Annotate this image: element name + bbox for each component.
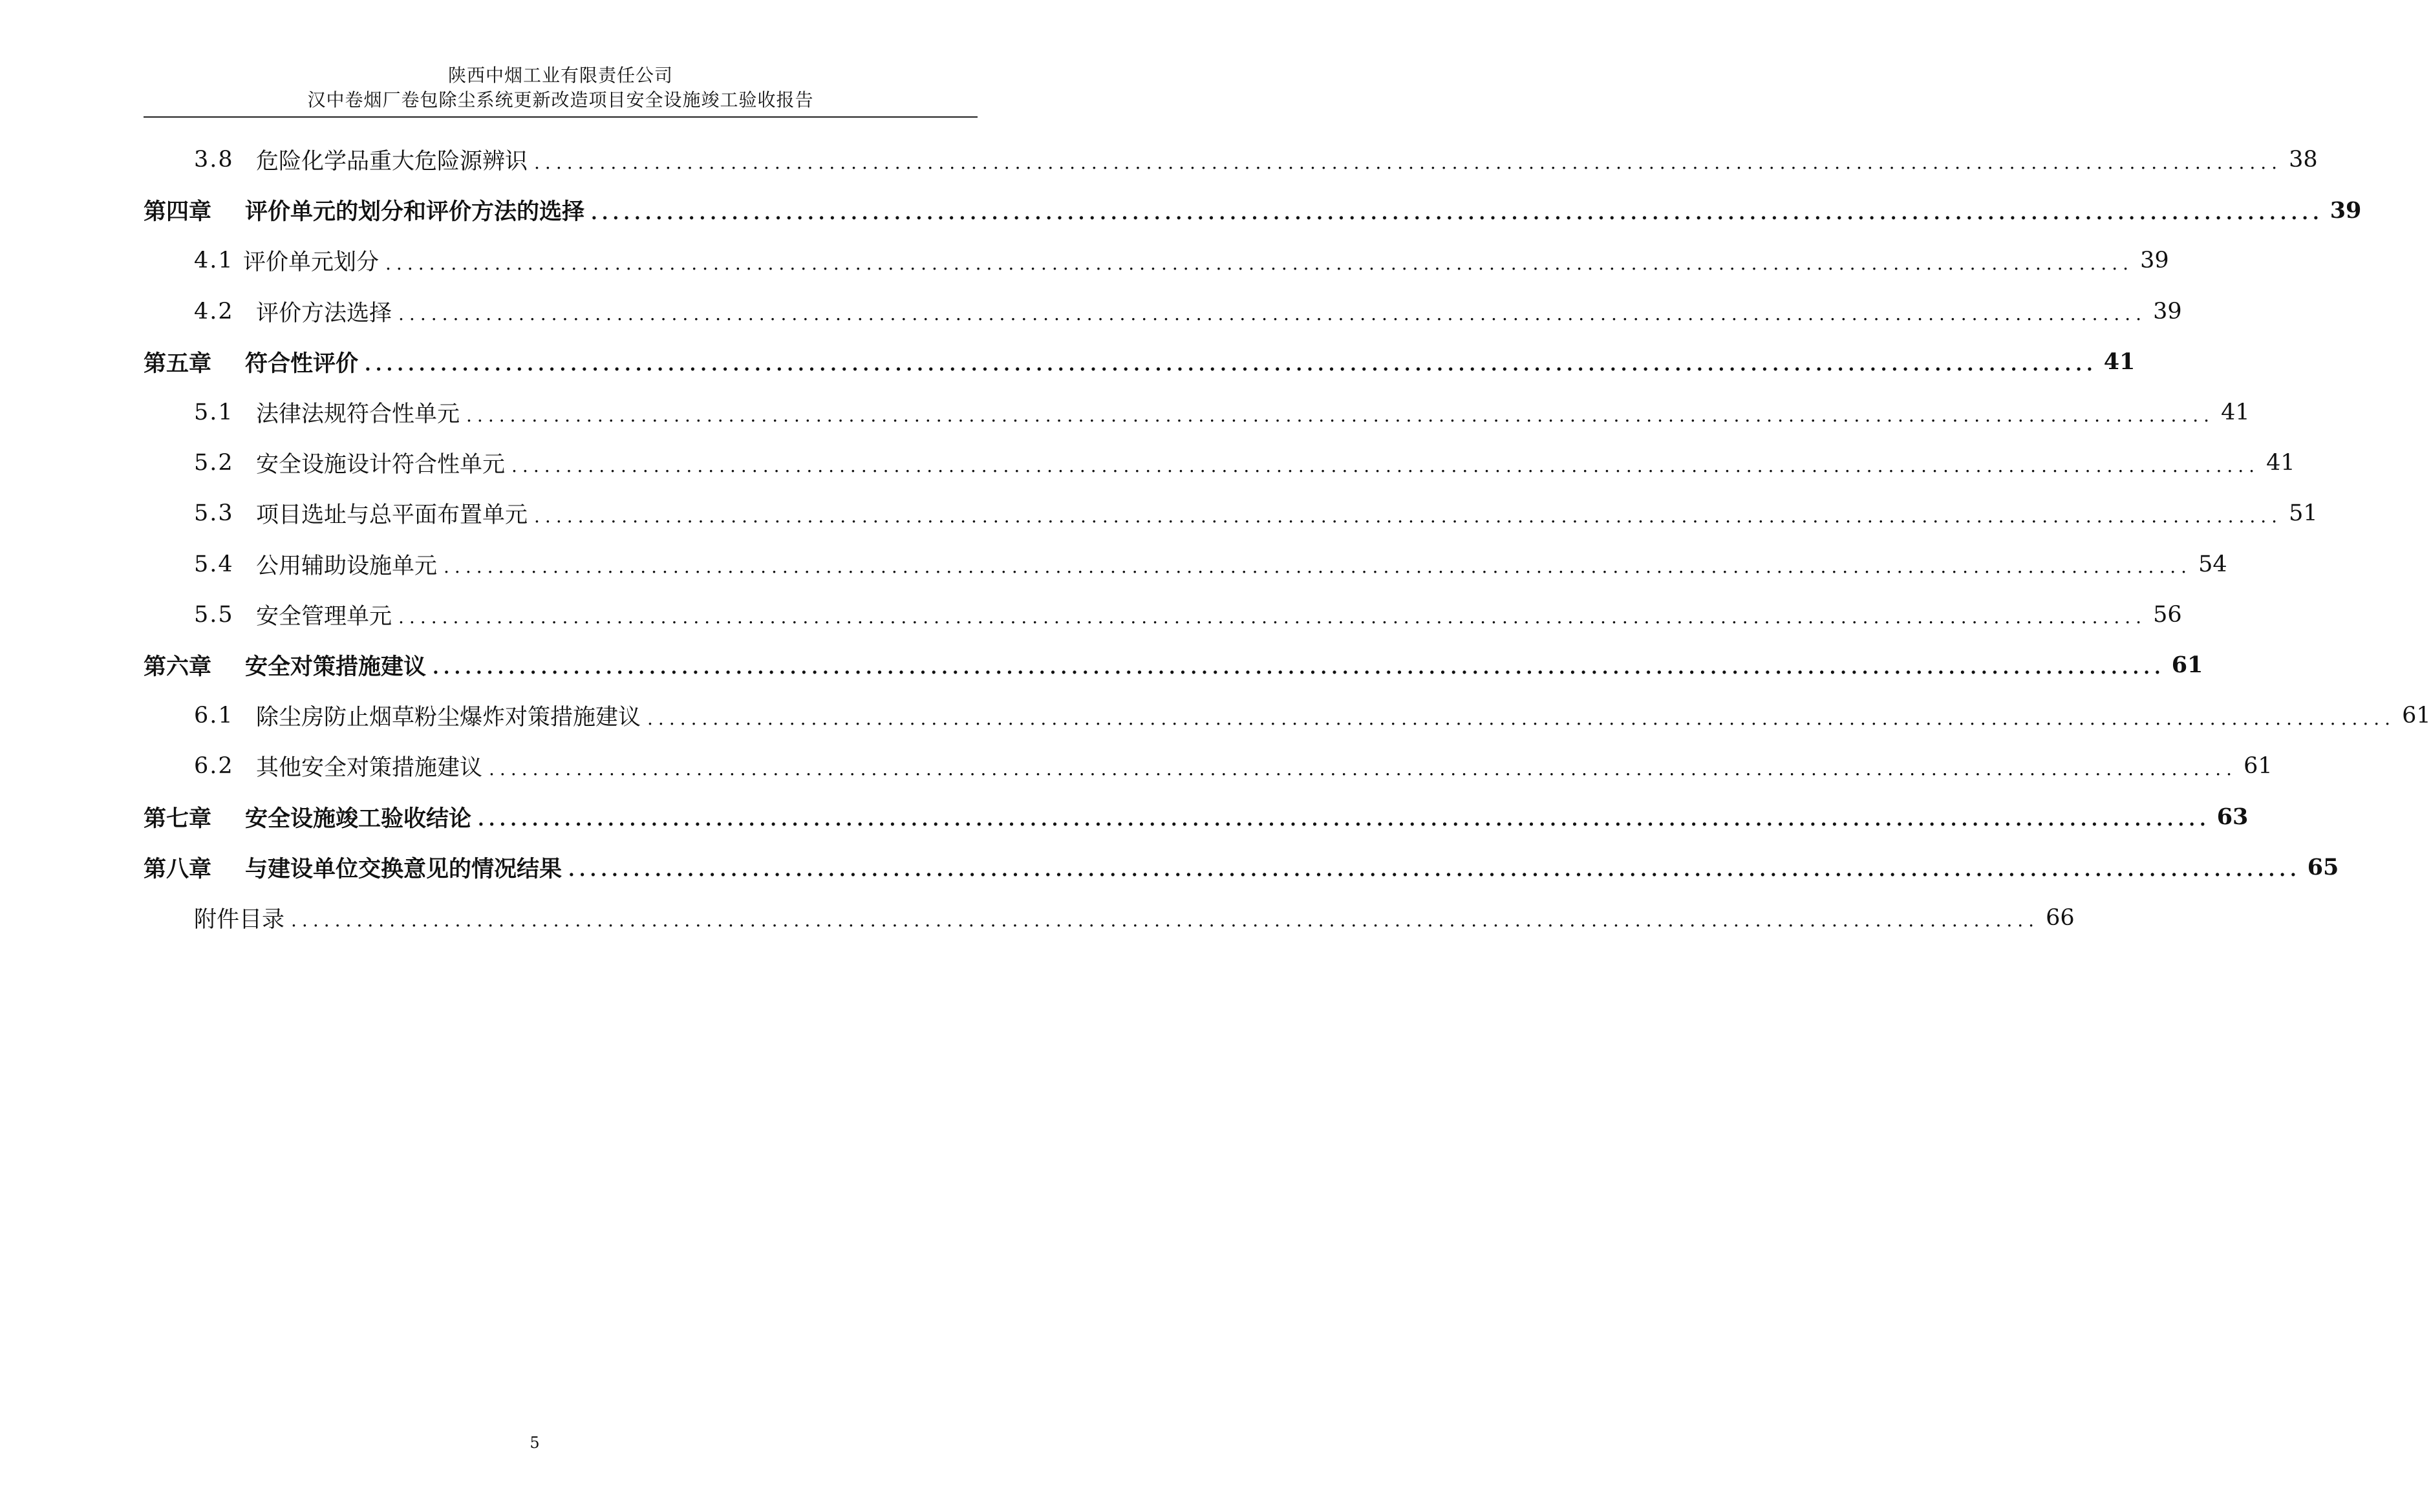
toc-entry-number: 6.2 [194, 753, 234, 780]
toc-chapter-entry[interactable] [144, 337, 2136, 387]
toc-entry-number: 第五章 [144, 350, 212, 377]
toc-section-entry[interactable] [144, 590, 2182, 640]
toc-entry-number: 5.5 [194, 601, 234, 628]
toc-dot-leader: ................................................................................................................................................................ [591, 202, 2324, 224]
toc-chapter-entry[interactable] [144, 185, 2362, 235]
page-header [144, 63, 978, 112]
table-of-contents [144, 134, 2431, 943]
toc-dot-leader: ................................................................................................................................................................ [444, 556, 2192, 578]
toc-dot-leader: ................................................................................................................................................................ [534, 505, 2283, 527]
header-company: 陕西中烟工业有限责任公司 [447, 65, 673, 86]
toc-dot-leader: ................................................................................................................................................................ [568, 859, 2301, 881]
toc-dot-leader: ................................................................................................................................................................ [365, 354, 2097, 376]
toc-entry-title: 安全设施设计符合性单元 [256, 452, 506, 478]
toc-dot-leader: ................................................................................................................................................................ [433, 657, 2165, 679]
toc-section-entry[interactable] [144, 387, 2250, 438]
toc-dot-leader: ................................................................................................................................................................ [466, 404, 2215, 426]
toc-entry-page: 41 [2221, 399, 2250, 426]
toc-entry-number: 第七章 [144, 805, 212, 832]
toc-entry-page: 39 [2153, 298, 2182, 325]
toc-entry-page: 63 [2216, 804, 2249, 831]
toc-dot-leader: ................................................................................................................................................................ [398, 606, 2147, 628]
toc-entry-page: 51 [2289, 500, 2318, 527]
toc-entry-number: 5.1 [194, 399, 234, 426]
toc-chapter-entry[interactable] [144, 791, 2249, 842]
toc-entry-number: 4.1 [194, 248, 234, 274]
toc-entry-number: 5.4 [194, 551, 234, 577]
toc-entry-title: 法律法规符合性单元 [256, 401, 460, 428]
toc-entry-number: 5.3 [194, 500, 234, 527]
toc-section-entry[interactable] [144, 741, 2273, 791]
toc-entry-title: 与建设单位交换意见的情况结果 [245, 855, 562, 882]
toc-entry-number: 3.8 [194, 147, 234, 173]
toc-section-entry[interactable] [144, 438, 2295, 488]
toc-entry-title: 安全对策措施建议 [245, 653, 427, 680]
toc-entry-page: 39 [2329, 197, 2362, 224]
toc-dot-leader: ................................................................................................................................................................ [385, 252, 2134, 274]
toc-entry-page: 65 [2307, 854, 2339, 881]
toc-entry-title: 评价单元的划分和评价方法的选择 [245, 198, 585, 226]
toc-entry-number: 第六章 [144, 653, 212, 680]
toc-section-entry[interactable] [144, 235, 2169, 286]
toc-section-entry[interactable] [144, 286, 2182, 337]
toc-entry-title: 评价方法选择 [256, 300, 392, 326]
header-report-title: 汉中卷烟厂卷包除尘系统更新改造项目安全设施竣工验收报告 [307, 89, 814, 111]
toc-entry-number: 4.2 [194, 298, 234, 325]
toc-entry-title: 评价单元划分 [243, 250, 380, 276]
page-number: 5 [530, 1434, 540, 1452]
toc-entry-page: 61 [2244, 753, 2273, 780]
toc-dot-leader: ................................................................................................................................................................ [511, 454, 2260, 476]
toc-entry-number: 第八章 [144, 855, 212, 882]
toc-entry-page: 66 [2046, 904, 2075, 931]
toc-entry-title: 项目选址与总平面布置单元 [256, 502, 528, 529]
toc-entry-page: 38 [2289, 147, 2318, 173]
toc-dot-leader: ................................................................................................................................................................ [489, 758, 2238, 780]
toc-section-entry[interactable] [144, 690, 2431, 741]
toc-dot-leader: ................................................................................................................................................................ [534, 151, 2283, 173]
toc-entry-number: 6.1 [194, 703, 234, 729]
toc-entry-title: 除尘房防止烟草粉尘爆炸对策措施建议 [256, 705, 641, 731]
toc-dot-leader: ................................................................................................................................................................ [647, 707, 2396, 729]
toc-entry-title: 附件目录 [194, 906, 285, 933]
toc-chapter-entry[interactable] [144, 640, 2203, 690]
toc-entry-page: 56 [2153, 601, 2182, 628]
toc-entry-page: 61 [2402, 703, 2431, 729]
toc-entry-page: 54 [2198, 551, 2227, 577]
toc-entry-title: 公用辅助设施单元 [256, 553, 438, 579]
toc-entry-page: 41 [2266, 450, 2295, 476]
toc-section-entry[interactable] [144, 134, 2318, 185]
toc-section-entry[interactable] [144, 539, 2227, 590]
toc-entry-page: 41 [2103, 348, 2136, 376]
toc-dot-leader: ................................................................................................................................................................ [478, 809, 2211, 831]
toc-entry-title: 符合性评价 [245, 350, 359, 377]
toc-section-entry[interactable] [144, 488, 2318, 538]
toc-entry-title: 安全管理单元 [256, 603, 392, 630]
toc-entry-page: 39 [2140, 248, 2169, 274]
toc-entry-number: 第四章 [144, 198, 212, 226]
toc-entry-page: 61 [2171, 652, 2203, 679]
header-divider [144, 116, 978, 118]
toc-chapter-entry[interactable] [144, 842, 2339, 893]
toc-entry-number: 5.2 [194, 450, 234, 476]
toc-dot-leader: ................................................................................................................................................................ [398, 303, 2147, 325]
toc-section-entry[interactable] [144, 893, 2075, 943]
toc-entry-title: 其他安全对策措施建议 [256, 755, 483, 782]
toc-entry-title: 危险化学品重大危险源辨识 [256, 149, 528, 175]
toc-dot-leader: ................................................................................................................................................................ [291, 910, 2040, 932]
toc-entry-title: 安全设施竣工验收结论 [245, 805, 472, 832]
